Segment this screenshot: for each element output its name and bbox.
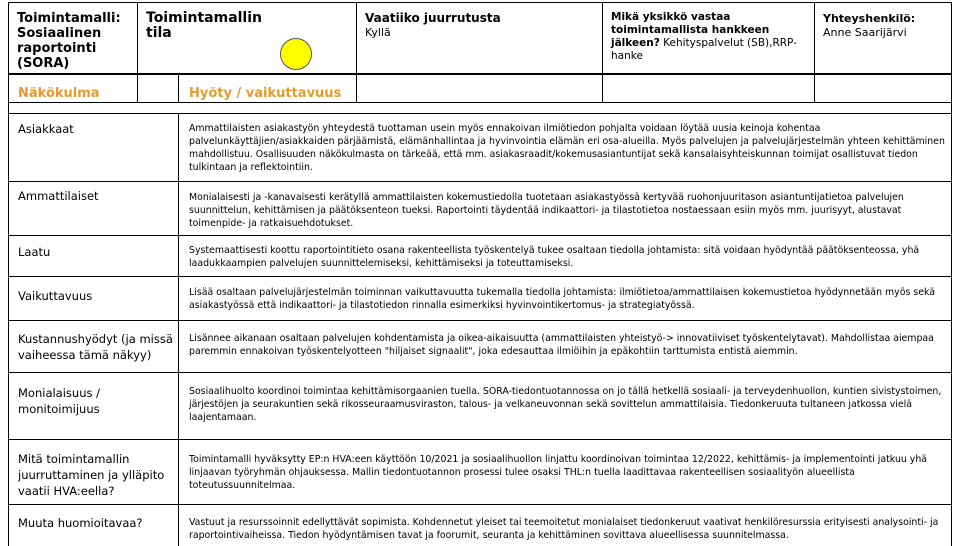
model-title: Toimintamalli: Sosiaalinen raportointi (SORA) xyxy=(17,11,121,71)
status-indicator-dot xyxy=(280,38,312,70)
subheader-empty-cell-2 xyxy=(602,74,815,103)
sora-document xyxy=(8,2,952,546)
column-divider xyxy=(178,113,179,546)
row-separator xyxy=(8,320,952,321)
perspective-heading: Näkökulma xyxy=(18,86,100,101)
row-label: Vaikuttavuus xyxy=(18,289,93,303)
row-text: Lisännee aikanaan osaltaan palvelujen kohdentamista ja oikea-aikaisuutta (ammattilaisten yhteistyö-> innovatiiviset työskentelytavat). Mahdollistaa aiempaa paremmin ennakoivan työskentelyotteen "hiljaiset signaalit", joka edesauttaa ilmiöihin ja epäkohtiin tarttumista entistä aiemmin. xyxy=(189,333,934,357)
row-text: Monialaisesti ja -kanavaisesti kerätyllä ammattilaisten kokemustiedolla tuotetaan asiakastyössä kertyvää ruohonjuuritason asiantuntijatietoa palvelujen suunnittelun, kehittämisen ja päätöksenteon tueksi. Raportointi täydentää indikaattori- ja tilastotietoa nostaessaan esiin myös mm. juurisyyt, alustavat toimenpide- ja ratkaisuehdotukset. xyxy=(189,192,904,229)
rooting-value: Kyllä xyxy=(365,26,391,39)
header-unit-cell xyxy=(602,2,815,74)
status-title: Toimintamallin tila xyxy=(146,10,262,41)
subheader-spacer-cell xyxy=(137,74,179,103)
contact-value: Anne Saarijärvi xyxy=(823,26,907,39)
row-label: Asiakkaat xyxy=(18,122,74,136)
header-contact-cell xyxy=(814,2,952,74)
row-text: Ammattilaisten asiakastyön yhteydestä tuottaman usein myös ennakoivan ilmiötiedon pohjalta voidaan löytää uusia keinoja kohentaa palvelunkäyttäjien/asiakkaiden pärjäämistä, elämänhallintaa ja hyvinvointia elämän eri osa-alueilla. Myös palvelujen ja palvelujärjestelmän yhteen kehittäminen mahdollistuu. Osallisuuden näkökulmasta on tärkeää, että mm. asiakasraadit/kokemusasiantuntijat sekä kansalaisyhteiskunnan toimijat osallistuvat tiedon tulkintaan ja reflektointiin. xyxy=(189,123,945,173)
subheader-empty-cell-3 xyxy=(814,74,952,103)
row-label: Ammattilaiset xyxy=(18,189,99,203)
row-separator xyxy=(8,113,952,114)
row-separator xyxy=(8,276,952,277)
row-text: Lisää osaltaan palvelujärjestelmän toiminnan vaikuttavuutta tukemalla tiedolla johtamista: ilmiötietoa/ammattilaisen kokemustietoa hyödynnetään myös sekä asiakastyössä että indikaattori- ja tilastotiedon rinnalla esimerkiksi hyvinvointikertomus- ja strategiatyössä. xyxy=(189,287,935,311)
header-table xyxy=(8,2,952,103)
unit-value: Kehityspalvelut (SB),RRP-hanke xyxy=(611,37,797,62)
row-label: Monialaisuus / monitoimijuus xyxy=(18,386,101,416)
row-label: Kustannushyödyt (ja missä vaiheessa tämä näkyy) xyxy=(18,332,173,362)
row-text: Toimintamalli hyväksytty EP:n HVA:een käyttöön 10/2021 ja sosiaalihuollon linjattu koordinoivan toimintaa 12/2022, kehittämis- ja implementointi jatkuu yhä linjaavan työryhmän ohjauksessa. Mallin tiedontuotannon prosessi tulee osaksi THL:n tuella laadittavaa rakenteellisen sosiaalityön alueellista toteutussuunnitelmaa. xyxy=(189,454,928,491)
row-separator xyxy=(8,439,952,440)
row-separator xyxy=(8,181,952,182)
row-text: Systemaattisesti koottu raportointitieto osana rakenteellista työskentelyä tukee osaltaan tiedolla johtamista: sitä voidaan hyödyntää päätöksenteossa, yhä laadukkaampien palvelujen suunnittelemiseksi, kehittämiseksi ja toteuttamiseksi. xyxy=(189,245,920,269)
row-text: Vastuut ja resurssoinnit edellyttävät sopimista. Kohdennetut yleiset tai teemoitetut monialaiset tiedonkeruut vaativat henkilöresurssia erityisesti analysointi- ja raportointivaiheissa. Tiedon hyödyntämisen tavat ja foorumit, seuranta ja kehittäminen sovittava alueellisessa suunnitelmassa. xyxy=(189,517,939,541)
header-model-cell xyxy=(8,2,138,74)
unit-text xyxy=(611,11,806,63)
row-separator xyxy=(8,504,952,505)
row-label: Laatu xyxy=(18,245,51,259)
contact-title: Yhteyshenkilö: xyxy=(823,12,916,25)
row-separator xyxy=(8,372,952,373)
header-rooting-cell xyxy=(356,2,603,74)
row-label: Muuta huomioitavaa? xyxy=(18,516,143,530)
row-label: Mitä toimintamallin juurruttaminen ja ylläpito vaatii HVA:eella? xyxy=(18,452,165,498)
benefit-heading: Hyöty / vaikuttavuus xyxy=(189,86,342,101)
header-status-cell xyxy=(137,2,357,74)
row-separator xyxy=(8,235,952,236)
subheader-empty-cell-1 xyxy=(356,74,603,103)
row-text: Sosiaalihuolto koordinoi toimintaa kehittämisorgaanien tuella. SORA-tiedontuotannossa on jo tällä hetkellä sosiaali- ja terveydenhuollon, kuntien sivistystoimen, järjestöjen ja seurakuntien sekä rikosseuraamusviraston, talous- ja velkaneuvonnan sekä sovittelun ammattilaisia. Tiedonkeruuta tultaneen jatkossa vielä laajentamaan. xyxy=(189,386,942,423)
unit-title: Mikä yksikkö vastaa toimintamallista hankkeen jälkeen? xyxy=(611,11,770,49)
rooting-title: Vaatiiko juurrutusta xyxy=(365,11,501,25)
